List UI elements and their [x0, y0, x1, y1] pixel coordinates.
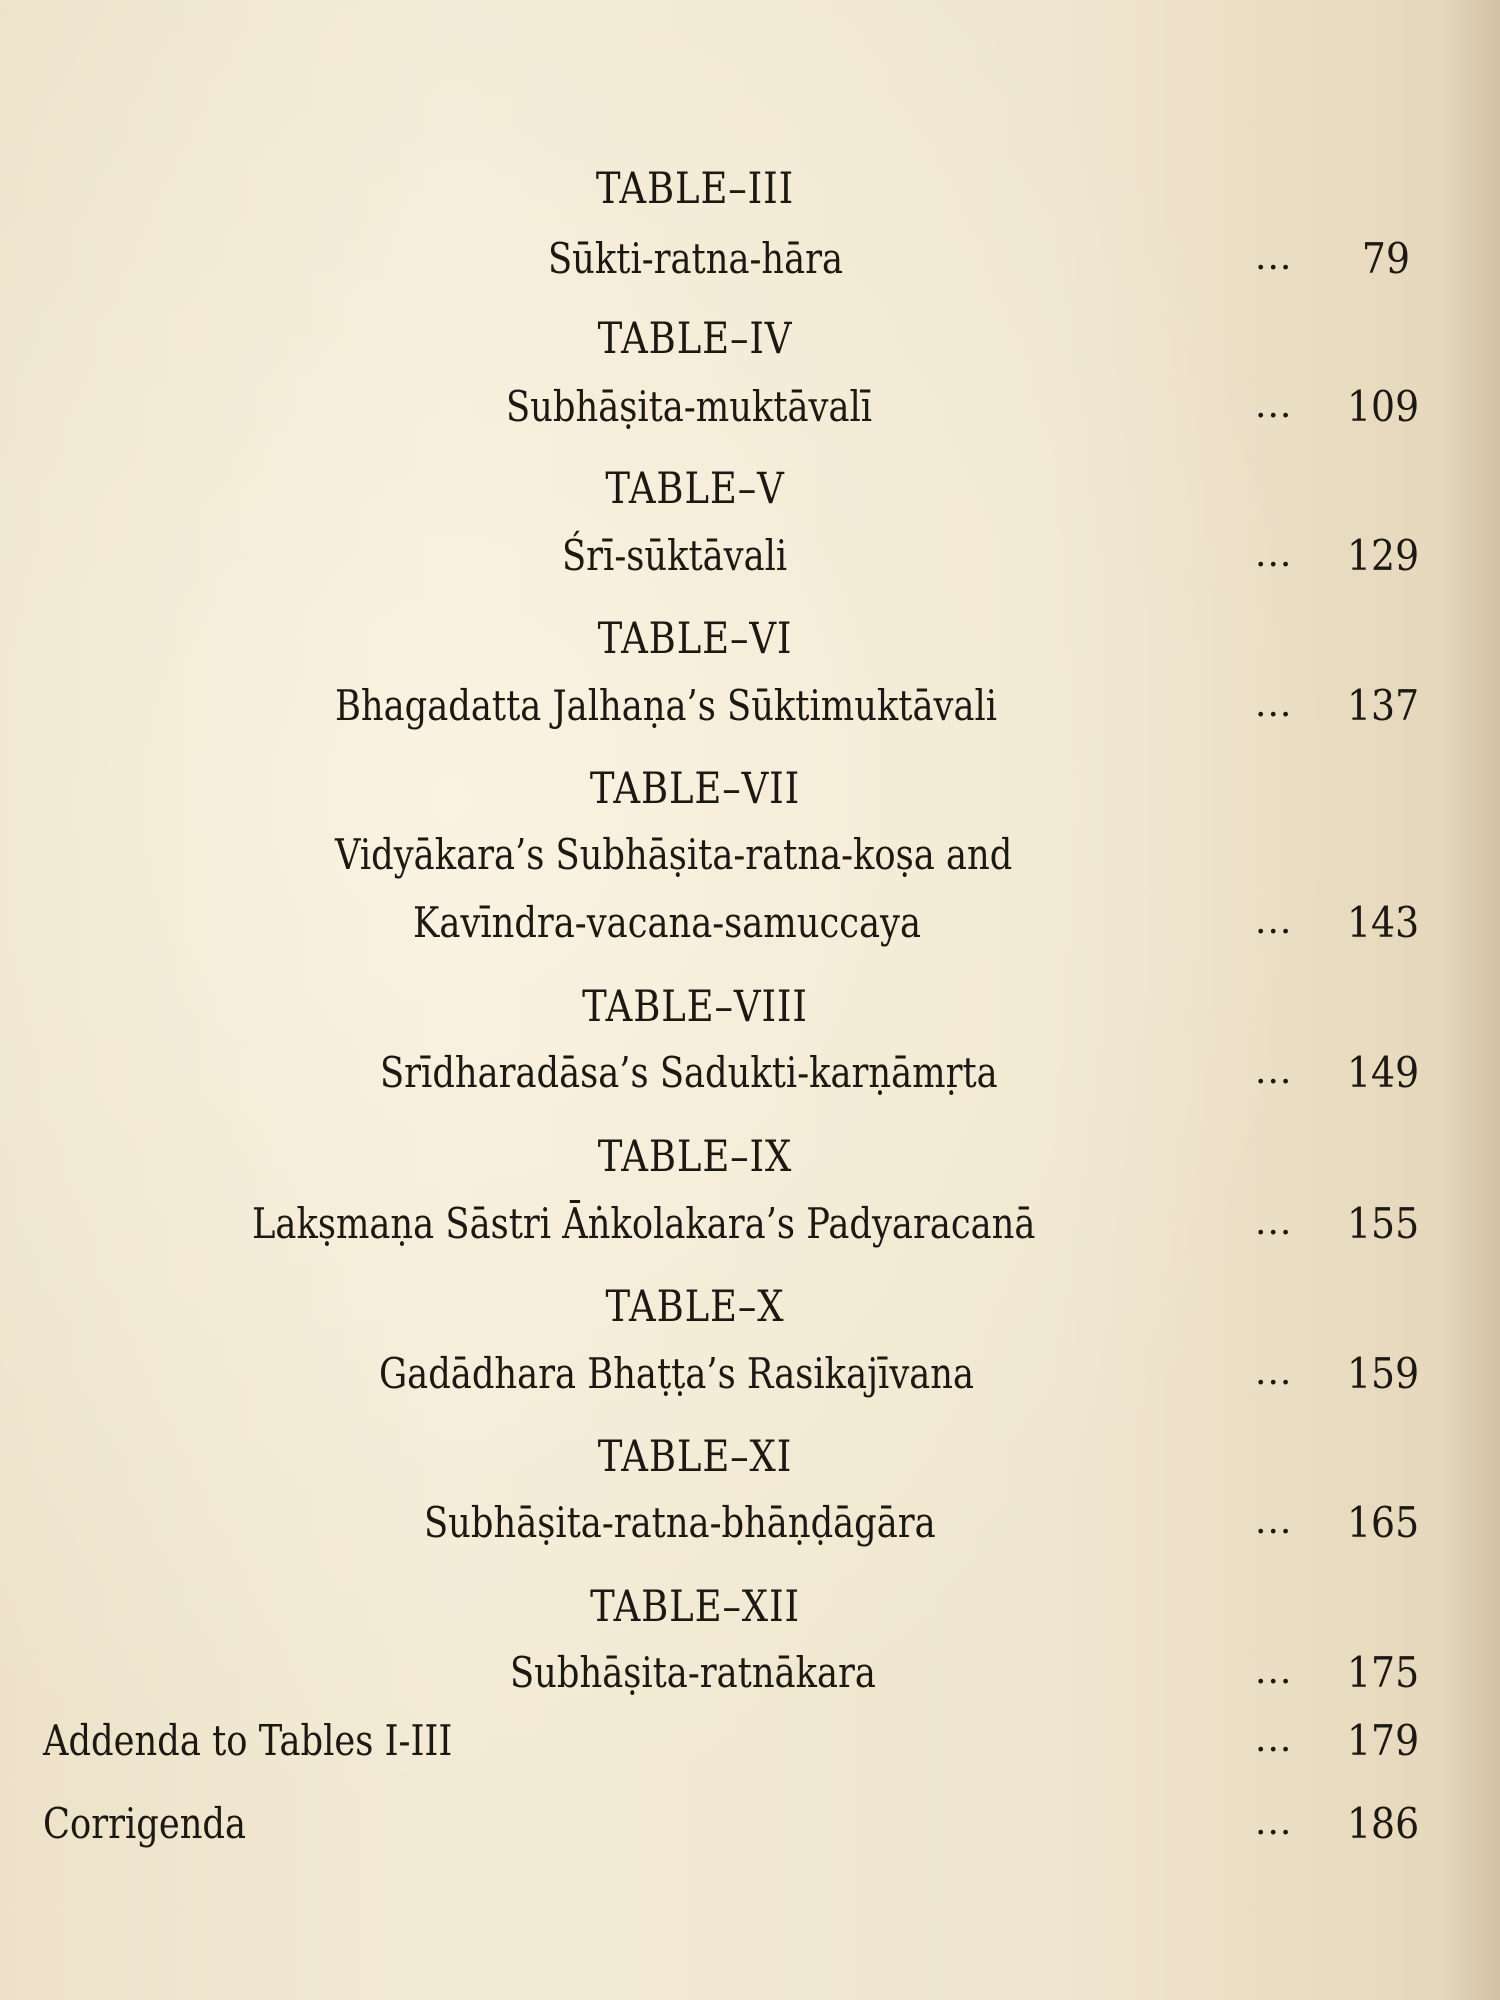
table-heading: TABLE–VIII — [582, 982, 808, 1032]
entry-leader-dots: ... — [1255, 1202, 1293, 1243]
table-heading: TABLE–X — [605, 1282, 785, 1332]
entry-leader-dots: ... — [1255, 1352, 1293, 1393]
entry-title: Sūkti-ratna-hāra — [548, 234, 844, 283]
table-heading: TABLE–V — [605, 464, 785, 514]
table-heading: TABLE–VII — [589, 764, 801, 814]
entry-leader-dots: ... — [1255, 1051, 1293, 1092]
entry-page-number: 137 — [1347, 681, 1420, 730]
table-heading: TABLE–VI — [597, 614, 793, 664]
entry-title: Subhāṣita-ratna-bhāṇḍāgāra — [424, 1498, 936, 1547]
entry-page-number: 186 — [1347, 1799, 1420, 1848]
entry-title: Kavīndra-vacana-samuccaya — [413, 898, 922, 947]
table-heading: TABLE–III — [595, 164, 795, 214]
page-edge-shadow — [1440, 0, 1500, 2000]
entry-title: Bhagadatta Jalhaṇa’s Sūktimuktāvali — [335, 681, 998, 730]
table-heading: TABLE–IX — [597, 1132, 793, 1182]
entry-title: Subhāṣita-muktāvalī — [506, 382, 873, 431]
entry-page-number: 159 — [1347, 1349, 1420, 1398]
table-heading: TABLE–XI — [597, 1432, 793, 1482]
entry-title: Srīdharadāsa’s Sadukti-karṇāmṛta — [380, 1048, 998, 1097]
entry-leader-dots: ... — [1255, 385, 1293, 426]
entry-title: Śrī-sūktāvali — [562, 531, 788, 580]
table-heading: TABLE–IV — [597, 314, 793, 364]
entry-title-first-line: Vidyākara’s Subhāṣita-ratna-koṣa and — [335, 830, 1013, 879]
entry-title: Corrigenda — [43, 1799, 247, 1848]
entry-leader-dots: ... — [1255, 237, 1293, 278]
table-heading: TABLE–XII — [590, 1582, 800, 1632]
entry-leader-dots: ... — [1255, 1651, 1293, 1692]
entry-page-number: 165 — [1347, 1498, 1420, 1547]
entry-page-number: 179 — [1347, 1716, 1420, 1765]
entry-page-number: 149 — [1347, 1048, 1420, 1097]
entry-page-number: 79 — [1361, 234, 1410, 283]
entry-page-number: 129 — [1347, 531, 1420, 580]
entry-title: Addenda to Tables I-III — [43, 1716, 453, 1765]
entry-page-number: 109 — [1347, 382, 1420, 431]
entry-page-number: 143 — [1347, 898, 1420, 947]
entry-title: Subhāṣita-ratnākara — [510, 1648, 876, 1697]
entry-leader-dots: ... — [1255, 684, 1293, 725]
entry-leader-dots: ... — [1255, 1719, 1293, 1760]
entry-leader-dots: ... — [1255, 1802, 1293, 1843]
entry-page-number: 155 — [1347, 1199, 1420, 1248]
entry-leader-dots: ... — [1255, 1501, 1293, 1542]
entry-leader-dots: ... — [1255, 534, 1293, 575]
entry-title: Lakṣmaṇa Sāstri Āṅkolakara’s Padyaracanā — [252, 1199, 1036, 1248]
entry-title: Gadādhara Bhaṭṭa’s Rasikajīvana — [379, 1349, 975, 1398]
entry-page-number: 175 — [1347, 1648, 1420, 1697]
entry-leader-dots: ... — [1255, 901, 1293, 942]
